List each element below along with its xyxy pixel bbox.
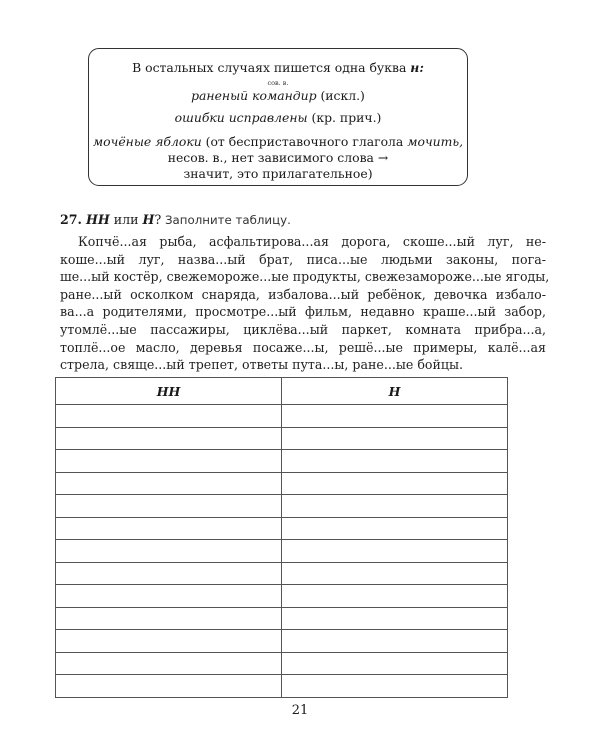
table-row xyxy=(56,562,508,585)
cell-h[interactable] xyxy=(282,585,508,608)
cell-hh[interactable] xyxy=(56,562,282,585)
cell-h[interactable] xyxy=(282,652,508,675)
example-1 xyxy=(89,87,467,105)
cell-h[interactable] xyxy=(282,675,508,698)
example-2-note: (кр. прич.) xyxy=(307,110,382,125)
cell-h[interactable] xyxy=(282,450,508,473)
answer-table xyxy=(55,377,508,698)
table-row xyxy=(56,540,508,563)
table-row xyxy=(56,675,508,698)
task-question-mark: ? xyxy=(154,212,162,227)
example-3-verb: мочить, xyxy=(407,134,464,149)
task-number: 27. xyxy=(60,212,82,227)
table-row xyxy=(56,427,508,450)
table-row xyxy=(56,495,508,518)
table-header-row xyxy=(56,378,508,405)
cell-h[interactable] xyxy=(282,562,508,585)
cell-h[interactable] xyxy=(282,607,508,630)
exercise-text xyxy=(60,233,550,374)
column-header-hh: НН xyxy=(56,378,282,405)
task-option-h: Н xyxy=(142,212,155,227)
cell-h[interactable] xyxy=(282,495,508,518)
example-3-phrase: мочёные яблоки xyxy=(92,134,202,149)
cell-hh[interactable] xyxy=(56,495,282,518)
example-2-phrase: ошибки исправлены xyxy=(174,110,308,125)
task-option-hh: НН xyxy=(85,212,110,227)
cell-hh[interactable] xyxy=(56,652,282,675)
table-row xyxy=(56,517,508,540)
example-2 xyxy=(89,109,467,127)
cell-hh[interactable] xyxy=(56,675,282,698)
cell-hh[interactable] xyxy=(56,540,282,563)
rule-heading xyxy=(89,59,467,77)
table-body xyxy=(56,405,508,698)
exercise-line: утомлё...ые пассажиры, циклёва...ый паркет, комната прибра...а, xyxy=(60,321,546,337)
aspect-note: сов. в. xyxy=(267,79,289,87)
task-instruction: Заполните таблицу. xyxy=(161,213,291,227)
cell-h[interactable] xyxy=(282,630,508,653)
example-3-line-2: несов. в., нет зависимого слова → xyxy=(167,150,389,165)
page-number: 21 xyxy=(291,703,309,718)
exercise-line: ва...а родителями, просмотре...ый фильм, недавно краше...ый забор, xyxy=(60,304,546,320)
cell-h[interactable] xyxy=(282,405,508,428)
rule-box xyxy=(88,48,468,186)
exercise-line: стрела, свяще...ый трепет, ответы пута...ы, ране...ые бойцы. xyxy=(60,357,464,373)
example-1-note: (искл.) xyxy=(316,88,365,103)
column-header-h: Н xyxy=(282,378,508,405)
cell-hh[interactable] xyxy=(56,450,282,473)
task-heading xyxy=(60,212,291,227)
cell-h[interactable] xyxy=(282,540,508,563)
exercise-line: Копчё...ая рыба, асфальтирова...ая дорога, скоше...ый луг, не- xyxy=(78,234,546,249)
cell-hh[interactable] xyxy=(56,517,282,540)
table-row xyxy=(56,585,508,608)
example-3-mid: (от бесприставочного глагола xyxy=(201,134,408,149)
exercise-line: топлё...ое масло, деревья посаже...ы, решё...ые примеры, калё...ая xyxy=(60,339,546,355)
table-row xyxy=(56,607,508,630)
table-row xyxy=(56,450,508,473)
exercise-line: коше...ый луг, назва...ый брат, писа...ые людьми законы, пога- xyxy=(60,251,546,267)
cell-hh[interactable] xyxy=(56,427,282,450)
cell-hh[interactable] xyxy=(56,405,282,428)
task-or: или xyxy=(109,212,143,227)
example-3-line-3: значит, это прилагательное) xyxy=(183,166,373,181)
example-1-phrase: раненый командир xyxy=(191,88,317,103)
rule-heading-text: В остальных случаях пишется одна буква xyxy=(132,60,411,75)
table-row xyxy=(56,652,508,675)
rule-heading-letter: н: xyxy=(410,60,424,75)
cell-hh[interactable] xyxy=(56,585,282,608)
exercise-line: ране...ый осколком снаряда, избалова...ый ребёнок, девочка избало- xyxy=(60,286,546,302)
cell-h[interactable] xyxy=(282,472,508,495)
exercise-line: ше...ый костёр, свежеморoжe...ые продукты, свежезаморoжe...ые ягоды, xyxy=(60,269,550,285)
cell-hh[interactable] xyxy=(56,607,282,630)
table-row xyxy=(56,405,508,428)
cell-hh[interactable] xyxy=(56,472,282,495)
cell-hh[interactable] xyxy=(56,630,282,653)
table-row xyxy=(56,630,508,653)
cell-h[interactable] xyxy=(282,427,508,450)
cell-h[interactable] xyxy=(282,517,508,540)
table-row xyxy=(56,472,508,495)
